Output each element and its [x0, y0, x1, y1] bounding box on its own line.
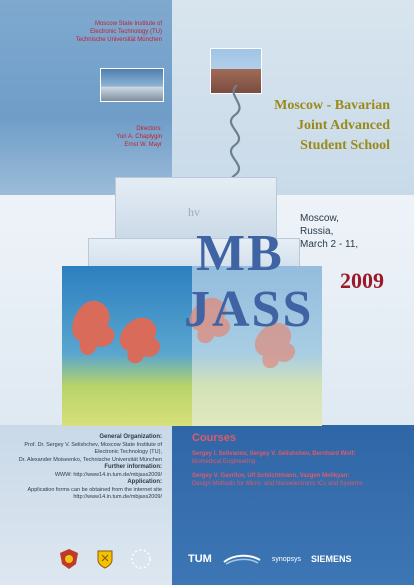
general-organization-line: Electronic Technology (TU), — [94, 449, 162, 455]
director-name: Yuri A. Chaplygin — [116, 134, 162, 140]
school-title-line: Joint Advanced — [297, 118, 390, 133]
siemens-logo: SIEMENS — [311, 554, 352, 564]
application-line: Application forms can be obtained from the internet site — [27, 486, 162, 493]
school-title-line: Moscow - Bavarian — [274, 98, 390, 113]
general-organization-line: Dr. Alexander Moiseenko, Technische Universität München — [18, 456, 162, 463]
directors — [80, 125, 162, 149]
course-topic: Design Methods for Micro- and Nanoelectronic ICs and Systems — [192, 481, 363, 487]
general-organization-heading: General Organization: — [99, 434, 162, 440]
course-topic: Biomedical Engineering — [192, 459, 256, 465]
event-info — [300, 212, 358, 251]
partner-swoosh-icon — [222, 552, 262, 566]
further-information-line: WWW: http://www14.in.tum.de/mbjass2009/ — [54, 471, 162, 478]
course-lecturers: Sergey V. Gavrilov, Ulf Schlichtmann, Vazgen Melikyan: — [192, 473, 350, 479]
institution-line: Moscow State Institute of — [94, 21, 162, 27]
crest-icon — [58, 548, 80, 570]
event-country: Russia, — [300, 226, 334, 237]
director-name: Ernst W. Mayr — [124, 142, 162, 148]
logo-year: 2009 — [340, 268, 384, 293]
synopsys-logo: synopsys — [271, 555, 302, 563]
campus-photo — [100, 68, 164, 102]
logo-mb: MB — [196, 225, 284, 282]
application-heading: Application: — [127, 479, 162, 485]
school-title-line: Student School — [300, 138, 390, 153]
course-item — [192, 472, 402, 488]
course-item — [192, 450, 402, 466]
institution-line: Technische Universität München — [75, 37, 162, 43]
tum-logo: TUM — [188, 553, 212, 565]
application-line: http://www14.in.tum.de/mbjass2009/ — [73, 494, 162, 500]
general-organization-line: Prof. Dr. Sergey V. Selishchev, Moscow State Institute of — [24, 441, 162, 448]
further-information-heading: Further information: — [104, 464, 162, 470]
logo-jass: JASS — [184, 281, 314, 338]
courses-heading: Courses — [192, 432, 237, 444]
coat-of-arms-icon — [94, 548, 116, 570]
sponsor-logos — [188, 548, 378, 570]
institutions — [40, 20, 162, 44]
event-dates: March 2 - 11, — [300, 239, 359, 250]
event-city: Moscow, — [300, 213, 339, 224]
school-title — [240, 96, 390, 156]
hv-label: hv — [188, 205, 200, 219]
course-lecturers: Sergey I. Selivanov, Sergey V. Selishchev, Bernhard Wolf: — [192, 451, 356, 457]
directors-label: Directors: — [136, 126, 162, 132]
stars-circle-icon — [130, 548, 152, 570]
institution-line: Electronic Technology (TU) — [90, 29, 162, 35]
organization-info — [12, 434, 162, 502]
partner-logos — [58, 548, 168, 570]
